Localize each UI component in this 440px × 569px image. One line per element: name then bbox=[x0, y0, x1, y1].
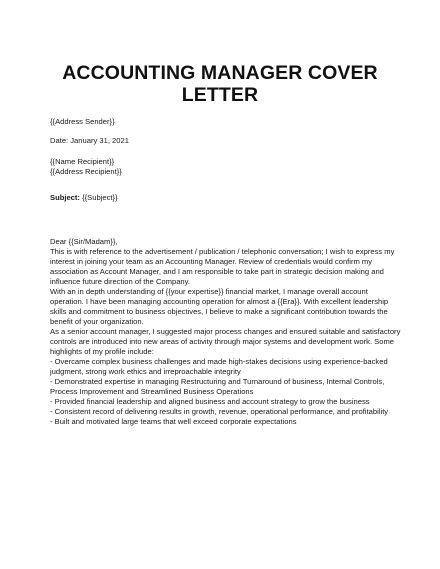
text-line: operation. I have been managing accounting operation for almost a {{Era}}. With excellent leadership bbox=[50, 297, 389, 306]
text-line: influence future direction of the Company. bbox=[50, 277, 191, 286]
recipient-block bbox=[50, 157, 390, 177]
text-line: - Demonstrated expertise in managing Restructuring and Turnaround of business, Internal Controls, bbox=[50, 377, 385, 386]
paragraph-intro bbox=[50, 247, 395, 287]
text-line: highlights of my profile include: bbox=[50, 347, 154, 356]
salutation: Dear {{Sir/Madam}}, bbox=[50, 237, 118, 246]
letter-date: Date: January 31, 2021 bbox=[50, 136, 129, 145]
subject-label: Subject: bbox=[50, 193, 80, 202]
bullet-item bbox=[50, 377, 390, 397]
bullet-item bbox=[50, 417, 390, 427]
text-line: interest in joining your team as an Accounting Manager. Review of credentials would confirm my bbox=[50, 257, 373, 266]
text-line: As a senior account manager, I suggested major process changes and ensured suitable and satisfactory bbox=[50, 327, 401, 336]
address-sender: {{Address Sender}} bbox=[50, 117, 115, 126]
bullet-item bbox=[50, 397, 390, 407]
subject-line bbox=[50, 193, 390, 203]
text-line: With an in depth understanding of {{your expertise}} financial market, I manage overall account bbox=[50, 287, 368, 296]
text-line: association as Account Manager, and I am responsible to take part in strategic decision making and bbox=[50, 267, 384, 276]
paragraph-highlights bbox=[50, 327, 401, 357]
text-line: Process Improvement and Streamlined Business Operations bbox=[50, 387, 254, 396]
text-line: - Provided financial leadership and aligned business and account strategy to grow the business bbox=[50, 397, 370, 406]
paragraph-expertise bbox=[50, 287, 390, 327]
bullet-item bbox=[50, 357, 390, 377]
recipient-name: {{Name Recipient}} bbox=[50, 157, 115, 166]
recipient-address: {{Address Recipient}} bbox=[50, 167, 122, 176]
text-line: This is with reference to the advertisement / publication / telephonic conversation; I wish to express my bbox=[50, 247, 395, 256]
text-line: - Overcame complex business challenges and made high-stakes decisions using experience-backed bbox=[50, 357, 388, 366]
bullet-item bbox=[50, 407, 390, 417]
text-line: judgment, strong work ethics and irreproachable integrity bbox=[50, 367, 241, 376]
text-line: - Built and motivated large teams that well exceed corporate expectations bbox=[50, 417, 297, 426]
page-title: ACCOUNTING MANAGER COVER LETTER bbox=[62, 62, 378, 106]
subject-value: {{Subject}} bbox=[79, 193, 118, 202]
text-line: - Consistent record of delivering results in growth, revenue, operational performance, and profitability bbox=[50, 407, 389, 416]
text-line: controls are introduced into new areas of activity through major systems and development work. Some bbox=[50, 337, 394, 346]
text-line: benefit of your organization. bbox=[50, 317, 144, 326]
text-line: skills and commitment to business objectives, I believe to make a significant contribution towards the bbox=[50, 307, 388, 316]
